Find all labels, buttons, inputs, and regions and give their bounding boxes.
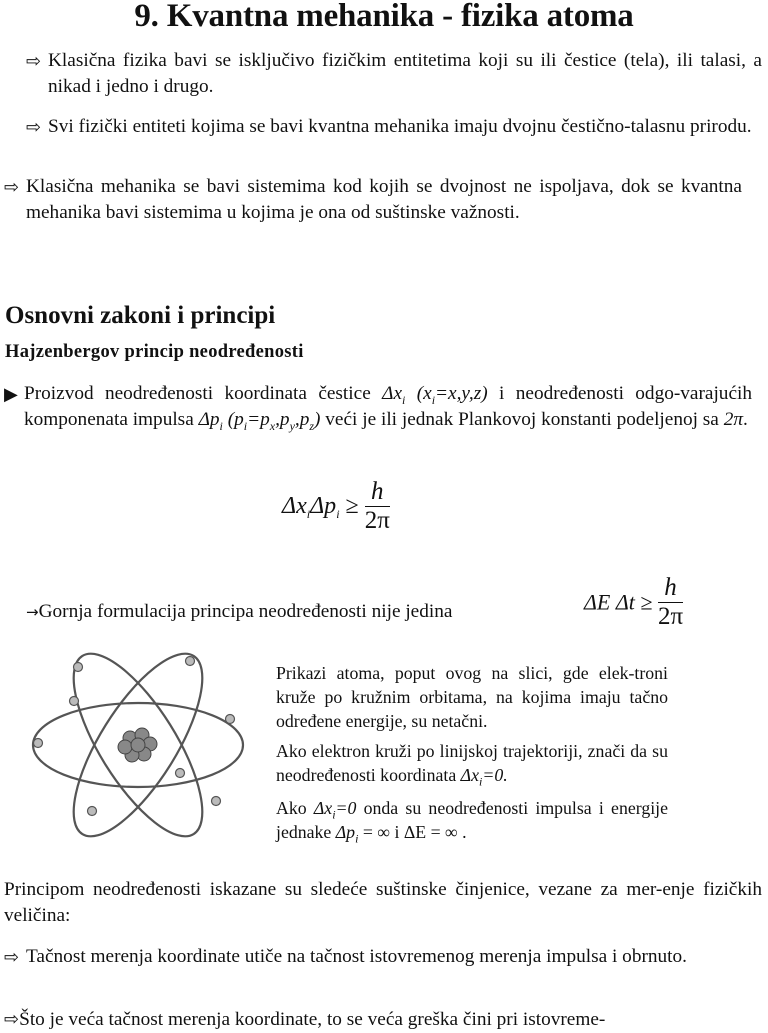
arrow-bullet-icon: ⇨	[4, 1009, 20, 1030]
principle-text: Proizvod neodređenosti koordinata čestice $\Delta x_i$ $(x_i=x,y,z)$ i neodređenosti odgo-varajućih komponenata impulsa $\Delta p_i$ $(p_i=p_x,p_y,p_z)$ veći je ili jednak Plankovoj konstanti podeljenoj sa 2π.	[24, 383, 752, 433]
atom-text-paragraph-1: Prikazi atoma, poput ovog na slici, gde elek-troni kruže po kružnim orbitama, na kojima imaju tačno određene energije, su netačni.	[276, 663, 668, 731]
closing-paragraph-2	[4, 944, 744, 970]
arrow-bullet-icon: ⇨	[4, 947, 20, 968]
intro-paragraph-3	[4, 174, 742, 226]
principle-paragraph	[4, 381, 752, 433]
subsection-heading: Hajzenbergov princip neodređenosti	[5, 342, 304, 362]
intro-paragraph-2	[26, 114, 764, 140]
closing-text-3: Što je veća tačnost merenja koordinate, to se veća greška čini pri istovreme-	[19, 1009, 606, 1030]
closing-paragraph-3	[4, 1007, 764, 1033]
energy-time-fraction: $\frac{h}{2\pi}$	[657, 574, 684, 630]
arrow-icon: →	[26, 603, 39, 621]
page-title: 9. Kvantna mehanika - fizika atoma	[134, 0, 634, 34]
alt-formulation-text: →Gornja formulacija principa neodređenosti nije jedina	[26, 601, 453, 622]
uncertainty-formula: $\Delta x_i\Delta p_i$ ≥ $\frac{h}{2\pi}$	[282, 478, 390, 534]
arrow-bullet-icon: ⇨	[26, 51, 42, 72]
arrow-bullet-icon: ⇨	[26, 117, 42, 138]
intro-text-1: Klasična fizika bavi se isključivo fizičkim entitetima koji su ili čestice (tela), ili talasi, a nikad i jedno i drugo.	[48, 50, 762, 97]
atom-text-paragraph-3: Ako $\Delta x_i=0$ onda su neodređenosti impulsa i energije jednake $\Delta p_i$ = ∞ i ΔE = ∞ .	[276, 798, 668, 846]
triangle-bullet-icon: ▶	[4, 384, 18, 405]
energy-time-formula: ΔE Δt ≥ $\frac{h}{2\pi}$	[584, 574, 684, 630]
closing-text-2: Tačnost merenja koordinate utiče na tačnost istovremenog merenja impulsa i obrnuto.	[26, 946, 687, 967]
arrow-bullet-icon: ⇨	[4, 177, 20, 198]
intro-text-2: Svi fizički entiteti kojima se bavi kvantna mehanika imaju dvojnu čestično-talasnu prirodu.	[48, 116, 752, 137]
atom-text-paragraph-2: Ako elektron kruži po linijskoj trajektoriji, znači da su neodređenosti koordinata $\Delta x_i=0$.	[276, 741, 668, 789]
formula-fraction: $\frac{h}{2\pi}$	[364, 478, 390, 534]
closing-paragraph-1: Principom neodređenosti iskazane su sledeće suštinske činjenice, vezane za mer-enje fizičkih veličina:	[4, 879, 762, 926]
section-heading: Osnovni zakoni i principi	[5, 302, 276, 329]
intro-text-3: Klasična mehanika se bavi sistemima kod kojih se dvojnost ne ispoljava, dok se kvantna mehanika bavi sistemima u kojima je ona od suštinske važnosti.	[26, 176, 742, 223]
intro-paragraph-1	[26, 48, 762, 100]
atom-illustration	[30, 645, 246, 845]
